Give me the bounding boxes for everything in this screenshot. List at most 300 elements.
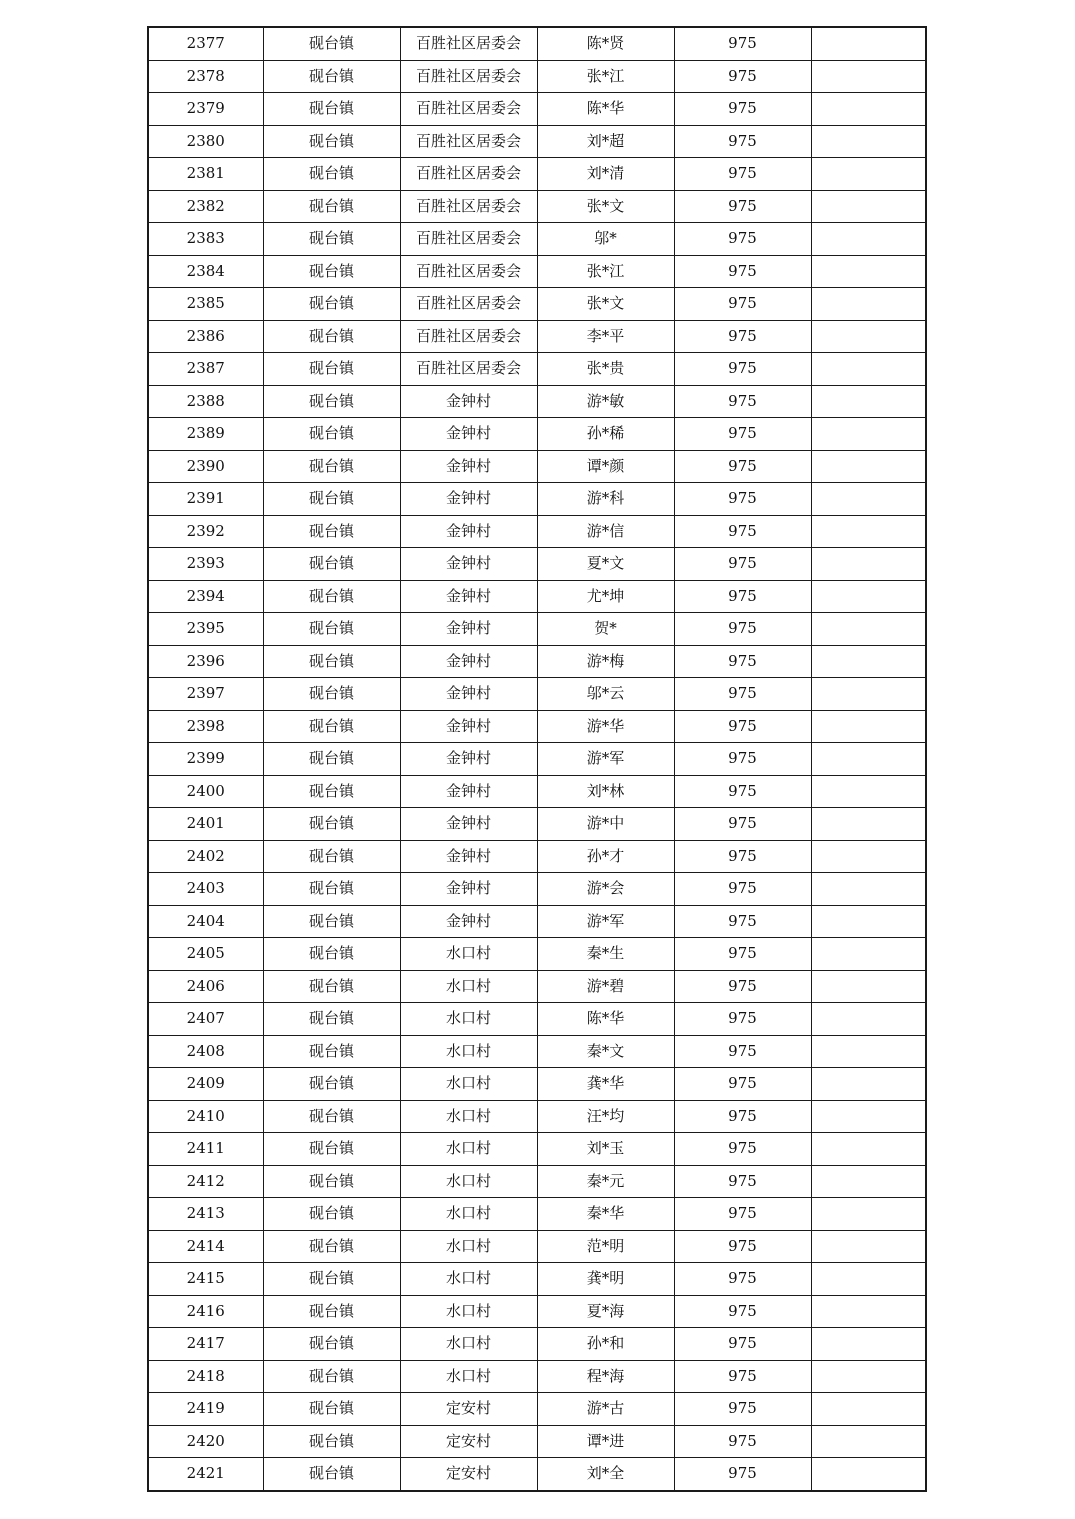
- row-number-cell: 2392: [148, 515, 263, 548]
- table-row: [148, 418, 926, 451]
- remark-cell: [811, 60, 926, 93]
- village-cell: 水口村: [400, 1198, 537, 1231]
- amount-cell: 975: [674, 60, 811, 93]
- table-row: [148, 645, 926, 678]
- remark-cell: [811, 613, 926, 646]
- table-row: [148, 775, 926, 808]
- amount-cell: 975: [674, 483, 811, 516]
- remark-cell: [811, 873, 926, 906]
- village-cell: 金钟村: [400, 450, 537, 483]
- name-cell: 游*信: [537, 515, 674, 548]
- row-number-cell: 2382: [148, 190, 263, 223]
- row-number-cell: 2380: [148, 125, 263, 158]
- village-cell: 金钟村: [400, 580, 537, 613]
- name-cell: 游*碧: [537, 970, 674, 1003]
- remark-cell: [811, 645, 926, 678]
- remark-cell: [811, 1165, 926, 1198]
- name-cell: 游*梅: [537, 645, 674, 678]
- village-cell: 金钟村: [400, 515, 537, 548]
- amount-cell: 975: [674, 1425, 811, 1458]
- row-number-cell: 2410: [148, 1100, 263, 1133]
- name-cell: 孙*和: [537, 1328, 674, 1361]
- row-number-cell: 2395: [148, 613, 263, 646]
- table-row: [148, 710, 926, 743]
- name-cell: 龚*华: [537, 1068, 674, 1101]
- name-cell: 贺*: [537, 613, 674, 646]
- amount-cell: 975: [674, 840, 811, 873]
- village-cell: 金钟村: [400, 905, 537, 938]
- remark-cell: [811, 190, 926, 223]
- town-cell: 砚台镇: [263, 385, 400, 418]
- village-cell: 金钟村: [400, 710, 537, 743]
- remark-cell: [811, 808, 926, 841]
- name-cell: 张*文: [537, 288, 674, 321]
- row-number-cell: 2389: [148, 418, 263, 451]
- village-cell: 水口村: [400, 1230, 537, 1263]
- village-cell: 百胜社区居委会: [400, 125, 537, 158]
- remark-cell: [811, 580, 926, 613]
- row-number-cell: 2394: [148, 580, 263, 613]
- amount-cell: 975: [674, 288, 811, 321]
- town-cell: 砚台镇: [263, 743, 400, 776]
- remark-cell: [811, 1360, 926, 1393]
- table-row: [148, 93, 926, 126]
- amount-cell: 975: [674, 1133, 811, 1166]
- name-cell: 邬*: [537, 223, 674, 256]
- amount-cell: 975: [674, 873, 811, 906]
- table-row: [148, 158, 926, 191]
- row-number-cell: 2402: [148, 840, 263, 873]
- table-row: [148, 1295, 926, 1328]
- name-cell: 刘*玉: [537, 1133, 674, 1166]
- table-row: [148, 353, 926, 386]
- remark-cell: [811, 1198, 926, 1231]
- village-cell: 金钟村: [400, 385, 537, 418]
- name-cell: 刘*林: [537, 775, 674, 808]
- town-cell: 砚台镇: [263, 450, 400, 483]
- amount-cell: 975: [674, 808, 811, 841]
- town-cell: 砚台镇: [263, 158, 400, 191]
- remark-cell: [811, 483, 926, 516]
- amount-cell: 975: [674, 1230, 811, 1263]
- name-cell: 游*华: [537, 710, 674, 743]
- table-row: [148, 1393, 926, 1426]
- name-cell: 谭*颜: [537, 450, 674, 483]
- name-cell: 游*敏: [537, 385, 674, 418]
- village-cell: 百胜社区居委会: [400, 320, 537, 353]
- table-row: [148, 970, 926, 1003]
- town-cell: 砚台镇: [263, 613, 400, 646]
- village-cell: 定安村: [400, 1425, 537, 1458]
- name-cell: 张*文: [537, 190, 674, 223]
- village-cell: 水口村: [400, 1035, 537, 1068]
- town-cell: 砚台镇: [263, 515, 400, 548]
- row-number-cell: 2399: [148, 743, 263, 776]
- row-number-cell: 2408: [148, 1035, 263, 1068]
- amount-cell: 975: [674, 775, 811, 808]
- town-cell: 砚台镇: [263, 320, 400, 353]
- table-row: [148, 1198, 926, 1231]
- remark-cell: [811, 93, 926, 126]
- name-cell: 龚*明: [537, 1263, 674, 1296]
- name-cell: 谭*进: [537, 1425, 674, 1458]
- remark-cell: [811, 450, 926, 483]
- village-cell: 水口村: [400, 1068, 537, 1101]
- town-cell: 砚台镇: [263, 483, 400, 516]
- remark-cell: [811, 1295, 926, 1328]
- amount-cell: 975: [674, 93, 811, 126]
- remark-cell: [811, 938, 926, 971]
- table-row: [148, 905, 926, 938]
- town-cell: 砚台镇: [263, 548, 400, 581]
- remark-cell: [811, 1035, 926, 1068]
- name-cell: 孙*才: [537, 840, 674, 873]
- name-cell: 张*江: [537, 255, 674, 288]
- amount-cell: 975: [674, 710, 811, 743]
- town-cell: 砚台镇: [263, 353, 400, 386]
- table-row: [148, 223, 926, 256]
- name-cell: 秦*生: [537, 938, 674, 971]
- remark-cell: [811, 1068, 926, 1101]
- row-number-cell: 2388: [148, 385, 263, 418]
- remark-cell: [811, 743, 926, 776]
- amount-cell: 975: [674, 353, 811, 386]
- village-cell: 百胜社区居委会: [400, 223, 537, 256]
- table-row: [148, 1263, 926, 1296]
- amount-cell: 975: [674, 1068, 811, 1101]
- remark-cell: [811, 223, 926, 256]
- amount-cell: 975: [674, 255, 811, 288]
- town-cell: 砚台镇: [263, 1393, 400, 1426]
- village-cell: 水口村: [400, 1100, 537, 1133]
- village-cell: 金钟村: [400, 775, 537, 808]
- village-cell: 水口村: [400, 938, 537, 971]
- amount-cell: 975: [674, 1003, 811, 1036]
- village-cell: 百胜社区居委会: [400, 158, 537, 191]
- remark-cell: [811, 1263, 926, 1296]
- name-cell: 刘*超: [537, 125, 674, 158]
- table-row: [148, 1360, 926, 1393]
- amount-cell: 975: [674, 1035, 811, 1068]
- amount-cell: 975: [674, 515, 811, 548]
- remark-cell: [811, 840, 926, 873]
- village-cell: 百胜社区居委会: [400, 93, 537, 126]
- amount-cell: 975: [674, 678, 811, 711]
- town-cell: 砚台镇: [263, 1295, 400, 1328]
- remark-cell: [811, 288, 926, 321]
- town-cell: 砚台镇: [263, 1263, 400, 1296]
- amount-cell: 975: [674, 938, 811, 971]
- amount-cell: 975: [674, 320, 811, 353]
- village-cell: 水口村: [400, 970, 537, 1003]
- town-cell: 砚台镇: [263, 93, 400, 126]
- table-row: [148, 840, 926, 873]
- village-cell: 金钟村: [400, 743, 537, 776]
- row-number-cell: 2406: [148, 970, 263, 1003]
- row-number-cell: 2412: [148, 1165, 263, 1198]
- village-cell: 金钟村: [400, 418, 537, 451]
- remark-cell: [811, 1458, 926, 1491]
- row-number-cell: 2403: [148, 873, 263, 906]
- town-cell: 砚台镇: [263, 1425, 400, 1458]
- row-number-cell: 2397: [148, 678, 263, 711]
- town-cell: 砚台镇: [263, 1003, 400, 1036]
- row-number-cell: 2383: [148, 223, 263, 256]
- amount-cell: 975: [674, 223, 811, 256]
- amount-cell: 975: [674, 1198, 811, 1231]
- town-cell: 砚台镇: [263, 938, 400, 971]
- village-cell: 百胜社区居委会: [400, 288, 537, 321]
- amount-cell: 975: [674, 548, 811, 581]
- amount-cell: 975: [674, 1295, 811, 1328]
- amount-cell: 975: [674, 418, 811, 451]
- name-cell: 汪*均: [537, 1100, 674, 1133]
- amount-cell: 975: [674, 613, 811, 646]
- row-number-cell: 2407: [148, 1003, 263, 1036]
- amount-cell: 975: [674, 645, 811, 678]
- row-number-cell: 2417: [148, 1328, 263, 1361]
- name-cell: 张*江: [537, 60, 674, 93]
- town-cell: 砚台镇: [263, 190, 400, 223]
- name-cell: 秦*元: [537, 1165, 674, 1198]
- remark-cell: [811, 418, 926, 451]
- roster-table: [147, 26, 927, 1492]
- row-number-cell: 2387: [148, 353, 263, 386]
- row-number-cell: 2390: [148, 450, 263, 483]
- name-cell: 游*古: [537, 1393, 674, 1426]
- amount-cell: 975: [674, 190, 811, 223]
- table-row: [148, 483, 926, 516]
- table-row: [148, 1165, 926, 1198]
- amount-cell: 975: [674, 385, 811, 418]
- village-cell: 水口村: [400, 1295, 537, 1328]
- table-row: [148, 1100, 926, 1133]
- remark-cell: [811, 1133, 926, 1166]
- town-cell: 砚台镇: [263, 27, 400, 60]
- roster-table-body: [148, 27, 926, 1491]
- town-cell: 砚台镇: [263, 255, 400, 288]
- row-number-cell: 2405: [148, 938, 263, 971]
- row-number-cell: 2378: [148, 60, 263, 93]
- town-cell: 砚台镇: [263, 678, 400, 711]
- table-row: [148, 1328, 926, 1361]
- table-row: [148, 1068, 926, 1101]
- row-number-cell: 2385: [148, 288, 263, 321]
- village-cell: 金钟村: [400, 613, 537, 646]
- table-row: [148, 1003, 926, 1036]
- name-cell: 游*中: [537, 808, 674, 841]
- village-cell: 水口村: [400, 1328, 537, 1361]
- town-cell: 砚台镇: [263, 1100, 400, 1133]
- row-number-cell: 2413: [148, 1198, 263, 1231]
- town-cell: 砚台镇: [263, 970, 400, 1003]
- village-cell: 金钟村: [400, 678, 537, 711]
- town-cell: 砚台镇: [263, 223, 400, 256]
- village-cell: 金钟村: [400, 873, 537, 906]
- table-row: [148, 27, 926, 60]
- town-cell: 砚台镇: [263, 125, 400, 158]
- village-cell: 百胜社区居委会: [400, 255, 537, 288]
- name-cell: 游*军: [537, 905, 674, 938]
- row-number-cell: 2379: [148, 93, 263, 126]
- remark-cell: [811, 158, 926, 191]
- amount-cell: 975: [674, 970, 811, 1003]
- amount-cell: 975: [674, 1328, 811, 1361]
- town-cell: 砚台镇: [263, 418, 400, 451]
- table-row: [148, 580, 926, 613]
- town-cell: 砚台镇: [263, 808, 400, 841]
- amount-cell: 975: [674, 27, 811, 60]
- table-row: [148, 678, 926, 711]
- row-number-cell: 2404: [148, 905, 263, 938]
- village-cell: 金钟村: [400, 840, 537, 873]
- village-cell: 金钟村: [400, 548, 537, 581]
- row-number-cell: 2419: [148, 1393, 263, 1426]
- row-number-cell: 2393: [148, 548, 263, 581]
- amount-cell: 975: [674, 125, 811, 158]
- name-cell: 尤*坤: [537, 580, 674, 613]
- name-cell: 李*平: [537, 320, 674, 353]
- name-cell: 刘*清: [537, 158, 674, 191]
- row-number-cell: 2381: [148, 158, 263, 191]
- row-number-cell: 2416: [148, 1295, 263, 1328]
- town-cell: 砚台镇: [263, 1360, 400, 1393]
- amount-cell: 975: [674, 743, 811, 776]
- village-cell: 水口村: [400, 1360, 537, 1393]
- remark-cell: [811, 255, 926, 288]
- town-cell: 砚台镇: [263, 580, 400, 613]
- table-row: [148, 515, 926, 548]
- town-cell: 砚台镇: [263, 1458, 400, 1491]
- table-row: [148, 1035, 926, 1068]
- remark-cell: [811, 710, 926, 743]
- table-row: [148, 808, 926, 841]
- remark-cell: [811, 27, 926, 60]
- table-row: [148, 1133, 926, 1166]
- town-cell: 砚台镇: [263, 775, 400, 808]
- town-cell: 砚台镇: [263, 645, 400, 678]
- row-number-cell: 2384: [148, 255, 263, 288]
- village-cell: 金钟村: [400, 808, 537, 841]
- amount-cell: 975: [674, 1263, 811, 1296]
- remark-cell: [811, 548, 926, 581]
- remark-cell: [811, 385, 926, 418]
- name-cell: 夏*文: [537, 548, 674, 581]
- name-cell: 夏*海: [537, 1295, 674, 1328]
- name-cell: 陈*贤: [537, 27, 674, 60]
- table-row: [148, 1230, 926, 1263]
- table-row: [148, 450, 926, 483]
- row-number-cell: 2396: [148, 645, 263, 678]
- remark-cell: [811, 1328, 926, 1361]
- town-cell: 砚台镇: [263, 1068, 400, 1101]
- village-cell: 百胜社区居委会: [400, 190, 537, 223]
- town-cell: 砚台镇: [263, 873, 400, 906]
- town-cell: 砚台镇: [263, 1165, 400, 1198]
- name-cell: 程*海: [537, 1360, 674, 1393]
- village-cell: 水口村: [400, 1133, 537, 1166]
- name-cell: 游*科: [537, 483, 674, 516]
- table-row: [148, 938, 926, 971]
- name-cell: 张*贵: [537, 353, 674, 386]
- row-number-cell: 2421: [148, 1458, 263, 1491]
- town-cell: 砚台镇: [263, 905, 400, 938]
- amount-cell: 975: [674, 580, 811, 613]
- table-row: [148, 255, 926, 288]
- amount-cell: 975: [674, 1458, 811, 1491]
- row-number-cell: 2415: [148, 1263, 263, 1296]
- row-number-cell: 2386: [148, 320, 263, 353]
- row-number-cell: 2414: [148, 1230, 263, 1263]
- row-number-cell: 2420: [148, 1425, 263, 1458]
- table-row: [148, 743, 926, 776]
- remark-cell: [811, 970, 926, 1003]
- table-row: [148, 873, 926, 906]
- town-cell: 砚台镇: [263, 1198, 400, 1231]
- remark-cell: [811, 678, 926, 711]
- remark-cell: [811, 125, 926, 158]
- town-cell: 砚台镇: [263, 288, 400, 321]
- village-cell: 金钟村: [400, 483, 537, 516]
- remark-cell: [811, 1230, 926, 1263]
- row-number-cell: 2411: [148, 1133, 263, 1166]
- name-cell: 陈*华: [537, 93, 674, 126]
- town-cell: 砚台镇: [263, 60, 400, 93]
- name-cell: 游*会: [537, 873, 674, 906]
- village-cell: 定安村: [400, 1393, 537, 1426]
- village-cell: 百胜社区居委会: [400, 60, 537, 93]
- table-row: [148, 320, 926, 353]
- table-row: [148, 385, 926, 418]
- remark-cell: [811, 775, 926, 808]
- table-row: [148, 1458, 926, 1491]
- row-number-cell: 2398: [148, 710, 263, 743]
- row-number-cell: 2418: [148, 1360, 263, 1393]
- remark-cell: [811, 1393, 926, 1426]
- row-number-cell: 2409: [148, 1068, 263, 1101]
- amount-cell: 975: [674, 905, 811, 938]
- town-cell: 砚台镇: [263, 710, 400, 743]
- village-cell: 水口村: [400, 1263, 537, 1296]
- remark-cell: [811, 353, 926, 386]
- table-row: [148, 613, 926, 646]
- amount-cell: 975: [674, 1393, 811, 1426]
- village-cell: 金钟村: [400, 645, 537, 678]
- village-cell: 定安村: [400, 1458, 537, 1491]
- row-number-cell: 2391: [148, 483, 263, 516]
- remark-cell: [811, 320, 926, 353]
- remark-cell: [811, 1425, 926, 1458]
- name-cell: 范*明: [537, 1230, 674, 1263]
- town-cell: 砚台镇: [263, 1230, 400, 1263]
- table-row: [148, 125, 926, 158]
- amount-cell: 975: [674, 450, 811, 483]
- name-cell: 刘*全: [537, 1458, 674, 1491]
- row-number-cell: 2401: [148, 808, 263, 841]
- village-cell: 百胜社区居委会: [400, 353, 537, 386]
- remark-cell: [811, 515, 926, 548]
- village-cell: 水口村: [400, 1003, 537, 1036]
- name-cell: 邬*云: [537, 678, 674, 711]
- amount-cell: 975: [674, 1100, 811, 1133]
- name-cell: 孙*稀: [537, 418, 674, 451]
- remark-cell: [811, 1100, 926, 1133]
- name-cell: 秦*华: [537, 1198, 674, 1231]
- name-cell: 陈*华: [537, 1003, 674, 1036]
- remark-cell: [811, 905, 926, 938]
- table-row: [148, 548, 926, 581]
- table-row: [148, 1425, 926, 1458]
